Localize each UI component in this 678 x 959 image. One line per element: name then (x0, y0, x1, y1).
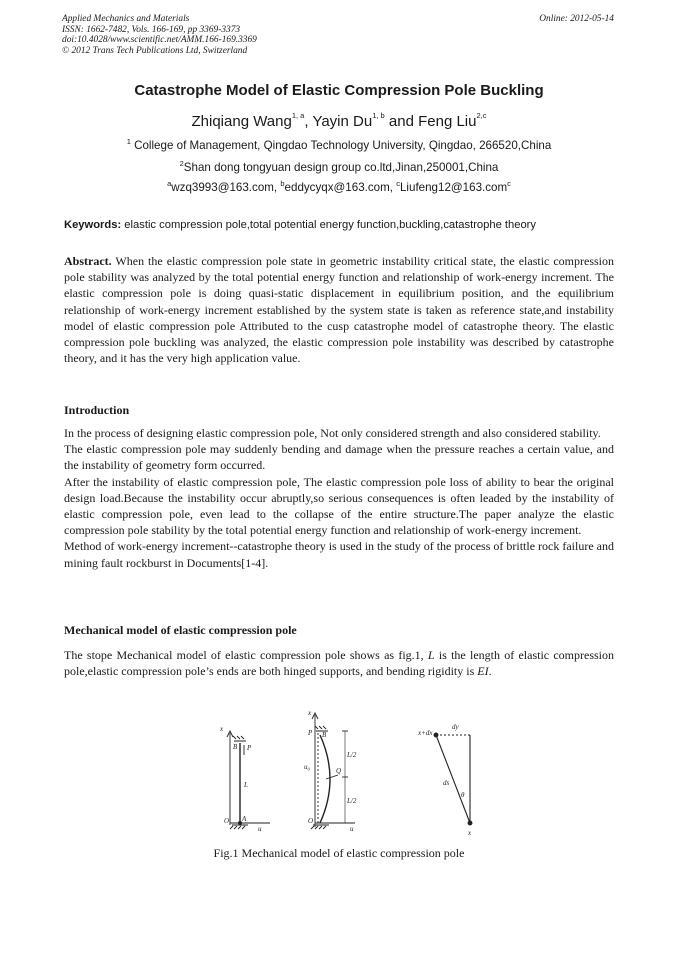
top-hinge-hatch (233, 736, 246, 741)
figure-caption: Fig.1 Mechanical model of elastic compression pole (213, 846, 465, 860)
section-heading-introduction: Introduction (64, 403, 130, 417)
keywords-label: Keywords: (64, 219, 122, 231)
author-separator: and (384, 113, 419, 130)
node-point (468, 821, 472, 825)
paper-title: Catastrophe Model of Elastic Compression Pole Buckling (134, 82, 544, 99)
fig-label-u0: u₀ (304, 763, 310, 771)
abstract-label: Abstract. (64, 254, 112, 268)
fig-label-l2: L/2 (347, 797, 357, 805)
issn-line: ISSN: 1662-7482, Vols. 166-169, pp 3369-3373 (62, 24, 241, 35)
text-run: is the length of elastic compression pole,elastic compression pole’s ends are both hinged supports, and bending rigidity is (64, 648, 614, 679)
email: wzq3993@163.com, (171, 181, 281, 194)
email: eddycyqx@163.com, (284, 181, 397, 194)
author-name: Yayin Du (312, 113, 373, 130)
author-name: Feng Liu (418, 113, 477, 130)
doi-line: doi:10.4028/www.scientific.net/AMM.166-169.3369 (62, 35, 257, 46)
keywords (64, 219, 624, 231)
fig-label-x: x (308, 709, 312, 717)
fig-label-b: B (233, 743, 238, 751)
fig-label-p: P (247, 744, 252, 752)
keywords-text: elastic compression pole,total potential energy function,buckling,catastrophe theory (121, 219, 537, 231)
email-mark: b (280, 179, 285, 188)
mechanical-model-body (64, 647, 614, 679)
affiliation-1 (0, 139, 678, 152)
author-affil-mark: 1, b (372, 111, 385, 120)
fig-label-b: B (322, 731, 327, 739)
fig-label-u: u (350, 825, 354, 833)
q-arrow (326, 775, 338, 779)
figure-1-mechanical-model (200, 705, 500, 845)
text-run: . (488, 664, 492, 679)
author-name: Zhiqiang Wang (191, 113, 292, 130)
fig-label-x: x (220, 725, 224, 733)
fig-label-q: Q (336, 767, 342, 775)
fig-label-x-dx: x+dx (418, 729, 433, 737)
email-mark: c (507, 179, 511, 188)
email: Liufeng12@163.com (399, 181, 508, 194)
online-date: Online: 2012-05-14 (539, 14, 614, 24)
affiliation-2 (0, 161, 678, 174)
fig-label-a: A (242, 815, 247, 823)
text-run: The stope Mechanical model of elastic compression pole shows as fig.1, (64, 648, 428, 662)
pole-buckled (320, 735, 330, 823)
author-affil-mark: 2,c (476, 111, 487, 120)
paragraph: The elastic compression pole may suddenly bending and damage when the pressure reaches a certain value, and the instability of geometry form occurred. (64, 442, 614, 473)
affil-text: Shan dong tongyuan design group co.ltd,Jinan,250001,China (183, 161, 499, 174)
fig-label-dy: dy (452, 723, 459, 731)
author-affil-mark: 1, a (291, 111, 305, 120)
fig-label-u: u (258, 825, 262, 833)
email-mark: c (396, 179, 400, 188)
symbol-EI: EI (477, 664, 489, 679)
fig-label-l2: L/2 (347, 751, 357, 759)
symbol-L: L (427, 648, 435, 662)
paragraph: After the instability of elastic compression pole, The elastic compression pole loss of ability to bear the original design load.Because the instability occur abruptly,so serious consequences is often leaded by the instability of elastic compression pole, even lead to the collapse of the entire structure.The paper analyze the elastic compression pole stability by the total potential energy function and relationship of work-energy increment. (64, 474, 614, 538)
abstract-text: When the elastic compression pole state in geometric instability critical state, the elastic compression pole stability was analyzed by the total potential energy function and relationship of work-energy increment. The elastic compression pole is doing quasi-static displacement in equilibrium position, and the equilibrium relationship of work-energy increment established by the system state is taken as reference state,and instability model of elastic compression pole Attributed to the cusp catastrophe model of catastrophe theory. The elastic compression pole buckling was analyzed, the elastic compression pole instability was described by catastrophe theory, and it has the very high application value. (64, 254, 614, 366)
author-separator: , (304, 113, 313, 130)
fig-label-o: O (224, 817, 230, 825)
fig-label-l: L (244, 781, 248, 789)
affil-text: College of Management, Qingdao Technology University, Qingdao, 266520,China (130, 139, 552, 152)
fig-label-o: O (308, 817, 314, 825)
introduction-body (64, 425, 614, 571)
ds-line (436, 735, 470, 823)
affil-mark: 2 (179, 159, 184, 168)
journal-header (62, 14, 257, 56)
section-heading-mechanical-model: Mechanical model of elastic compression pole (64, 623, 297, 637)
author-emails (0, 181, 678, 194)
paragraph: Method of work-energy increment--catastrophe theory is used in the study of the process of brittle rock failure and mining fault rockburst in Documents[1-4]. (64, 539, 614, 570)
fig-label-p: P (308, 729, 313, 737)
fig-label-theta: θ (461, 791, 465, 799)
bottom-hinge-hatch (311, 825, 329, 829)
fig-label-x: x (468, 829, 472, 837)
email-mark: a (167, 179, 172, 188)
bottom-hinge-hatch (230, 825, 248, 829)
affil-mark: 1 (126, 137, 131, 146)
copyright-line: © 2012 Trans Tech Publications Ltd, Switzerland (62, 45, 248, 56)
paragraph: In the process of designing elastic compression pole, Not only considered strength and also considered stability. (64, 426, 601, 440)
abstract (64, 253, 614, 366)
node-point (434, 733, 438, 737)
journal-name: Applied Mechanics and Materials (62, 14, 190, 24)
author-list (0, 113, 678, 130)
fig-label-ds: ds (443, 779, 450, 787)
